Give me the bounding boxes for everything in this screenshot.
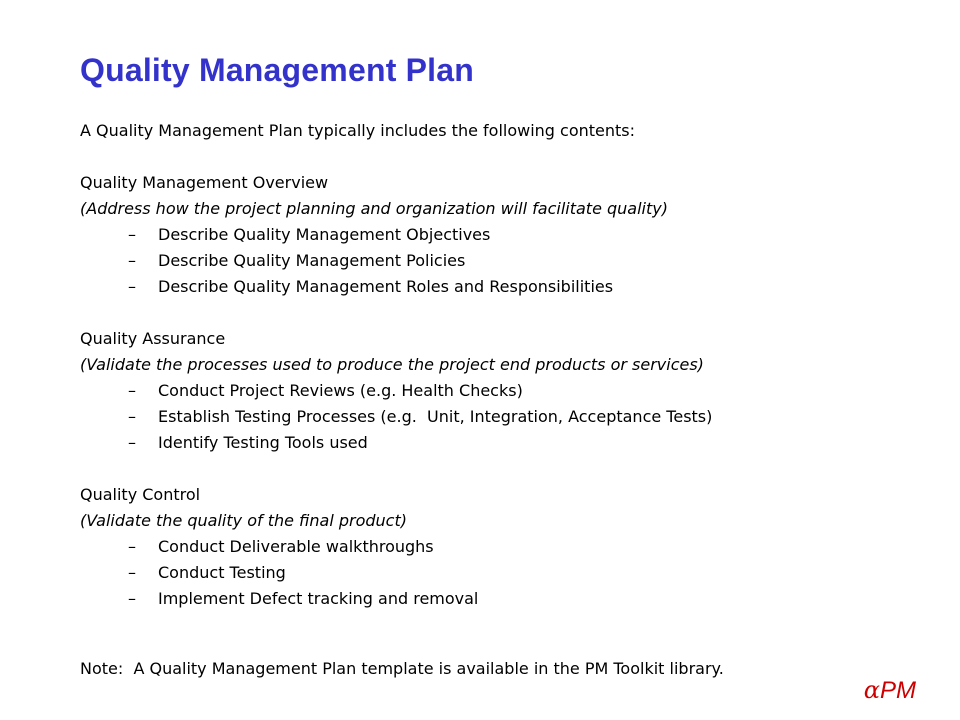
list-item [80, 404, 920, 430]
list-item [80, 274, 920, 300]
alpha-icon: α [863, 676, 880, 704]
bullet-dash: – [128, 225, 136, 244]
list-item-text: Conduct Testing [158, 563, 286, 582]
logo-text: PM [880, 677, 916, 704]
list-item [80, 248, 920, 274]
footnote: Note: A Quality Management Plan template is available in the PM Toolkit library. [80, 659, 724, 678]
list-item [80, 378, 920, 404]
list-item-text: Conduct Deliverable walkthroughs [158, 537, 434, 556]
list-item-text: Describe Quality Management Objectives [158, 225, 491, 244]
spacer [80, 144, 920, 170]
list-item [80, 222, 920, 248]
bullet-dash: – [128, 563, 136, 582]
bullet-dash: – [128, 589, 136, 608]
intro-text: A Quality Management Plan typically includes the following contents: [80, 121, 636, 140]
section-description-overview: (Address how the project planning and organization will facilitate quality) [80, 199, 668, 218]
list-item [80, 430, 920, 456]
section-heading-overview: Quality Management Overview [80, 173, 329, 192]
list-item-text: Conduct Project Reviews (e.g. Health Checks) [158, 381, 523, 400]
list-item [80, 534, 920, 560]
list-item [80, 586, 920, 612]
section-description-assurance: (Validate the processes used to produce the project end products or services) [80, 355, 704, 374]
spacer [80, 638, 920, 656]
apm-logo [864, 676, 916, 705]
spacer [80, 612, 920, 638]
bullet-dash: – [128, 433, 136, 452]
bullet-dash: – [128, 277, 136, 296]
bullet-dash: – [128, 381, 136, 400]
list-item [80, 560, 920, 586]
spacer [80, 456, 920, 482]
bullet-dash: – [128, 537, 136, 556]
list-item-text: Describe Quality Management Policies [158, 251, 466, 270]
section-description-control: (Validate the quality of the final product) [80, 511, 407, 530]
list-item-text: Implement Defect tracking and removal [158, 589, 479, 608]
list-item-text: Describe Quality Management Roles and Responsibilities [158, 277, 614, 296]
list-item-text: Establish Testing Processes (e.g. Unit, Integration, Acceptance Tests) [158, 407, 713, 426]
slide-body [80, 118, 920, 682]
section-heading-assurance: Quality Assurance [80, 329, 226, 348]
bullet-dash: – [128, 251, 136, 270]
spacer [80, 300, 920, 326]
page-title: Quality Management Plan [80, 52, 475, 88]
section-heading-control: Quality Control [80, 485, 201, 504]
list-item-text: Identify Testing Tools used [158, 433, 368, 452]
bullet-dash: – [128, 407, 136, 426]
